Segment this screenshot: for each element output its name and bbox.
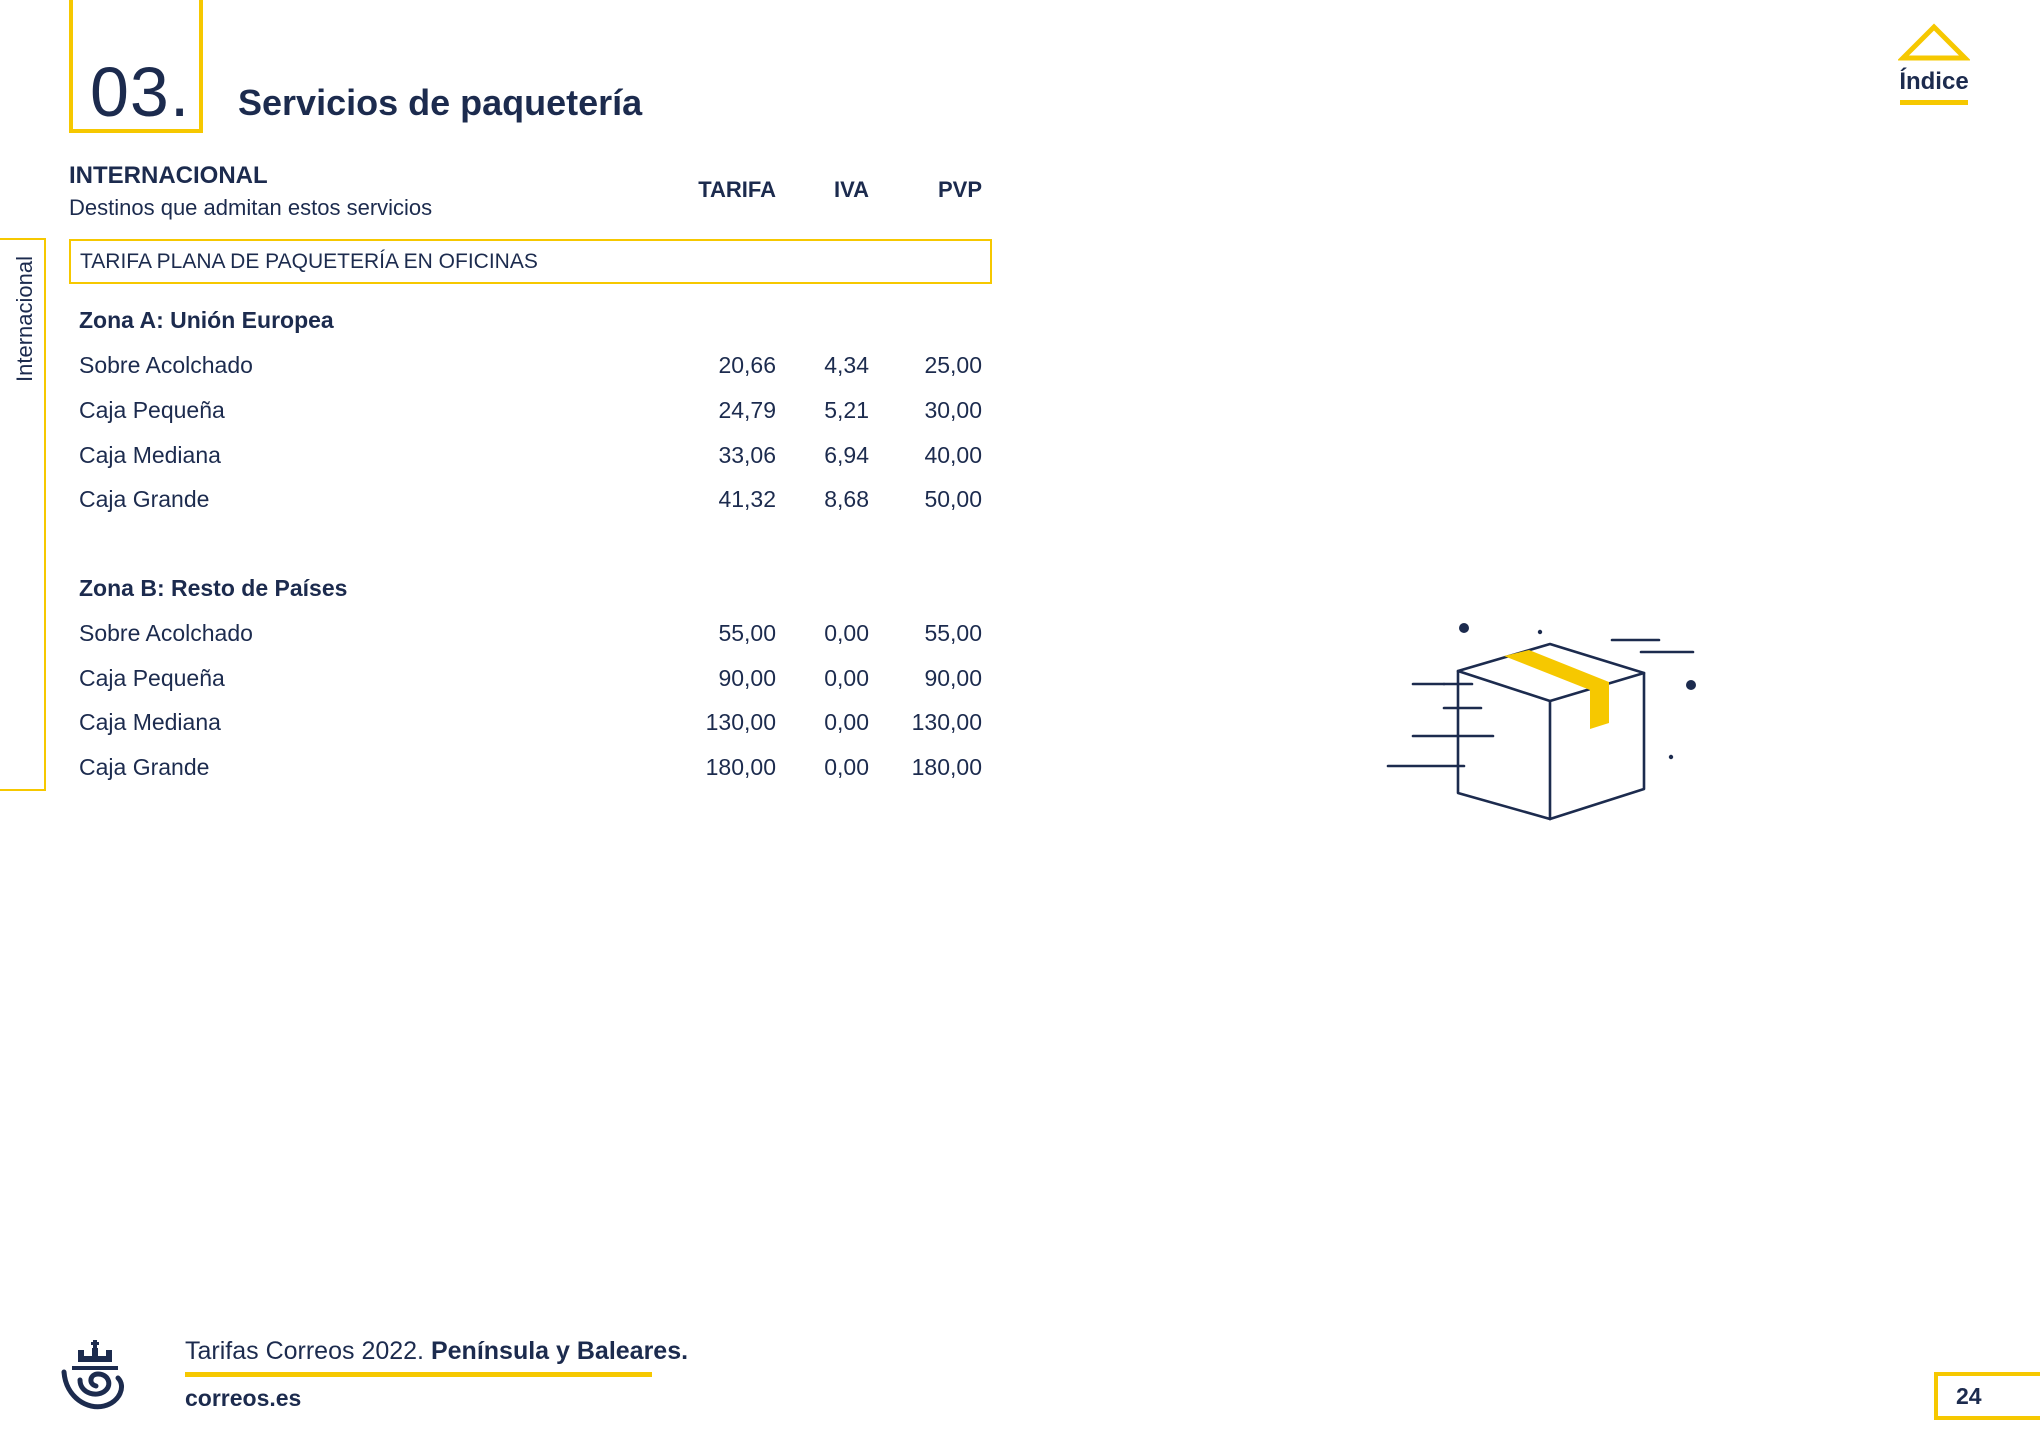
row-tarifa: 180,00 xyxy=(705,754,776,780)
row-name: Caja Pequeña xyxy=(79,397,225,423)
row-name: Caja Grande xyxy=(79,754,210,780)
row-name: Caja Pequeña xyxy=(79,665,225,691)
page-title: Servicios de paquetería xyxy=(238,82,643,123)
footer-caption-bold: Península y Baleares. xyxy=(430,1337,689,1365)
row-pvp: 90,00 xyxy=(924,665,982,691)
row-iva: 4,34 xyxy=(824,352,869,378)
table-row xyxy=(79,484,982,514)
row-iva: 0,00 xyxy=(824,709,869,735)
row-tarifa: 130,00 xyxy=(705,709,776,735)
row-iva: 0,00 xyxy=(824,754,869,780)
row-iva: 5,21 xyxy=(824,397,869,423)
column-header-tarifa: TARIFA xyxy=(698,177,776,202)
table-row xyxy=(79,752,982,782)
zone-b-title: Zona B: Resto de Países xyxy=(79,575,348,601)
row-tarifa: 90,00 xyxy=(718,665,776,691)
column-header-pvp: PVP xyxy=(937,177,982,202)
row-name: Sobre Acolchado xyxy=(79,620,253,646)
triangle-up-icon xyxy=(1898,22,1970,62)
section-number: 03. xyxy=(90,53,191,131)
correos-logo xyxy=(58,1340,132,1414)
table-row xyxy=(79,663,982,693)
table-title: INTERNACIONAL xyxy=(69,162,268,189)
row-iva: 0,00 xyxy=(824,665,869,691)
column-header-iva: IVA xyxy=(833,177,869,202)
row-pvp: 25,00 xyxy=(924,352,982,378)
row-pvp: 55,00 xyxy=(924,620,982,646)
row-iva: 6,94 xyxy=(824,442,869,468)
zone-a-title: Zona A: Unión Europea xyxy=(79,307,334,333)
table-row xyxy=(79,350,982,380)
row-pvp: 180,00 xyxy=(911,754,982,780)
row-pvp: 130,00 xyxy=(911,709,982,735)
plan-title-box: TARIFA PLANA DE PAQUETERÍA EN OFICINAS xyxy=(69,239,992,284)
table-row xyxy=(79,440,982,470)
indice-underline xyxy=(1900,100,1968,105)
indice-label[interactable]: Índice xyxy=(1899,68,1969,95)
table-subtitle: Destinos que admitan estos servicios xyxy=(69,195,433,220)
footer-caption-light: Tarifas Correos 2022. xyxy=(185,1337,425,1365)
row-name: Caja Mediana xyxy=(79,442,221,468)
row-name: Sobre Acolchado xyxy=(79,352,253,378)
row-tarifa: 55,00 xyxy=(718,620,776,646)
table-row xyxy=(79,618,982,648)
row-pvp: 50,00 xyxy=(924,486,982,512)
footer-underline xyxy=(185,1372,652,1377)
row-iva: 8,68 xyxy=(824,486,869,512)
row-pvp: 30,00 xyxy=(924,397,982,423)
table-row xyxy=(79,395,982,425)
footer-site-link[interactable]: correos.es xyxy=(185,1385,302,1411)
row-iva: 0,00 xyxy=(824,620,869,646)
row-tarifa: 24,79 xyxy=(718,397,776,423)
row-tarifa: 20,66 xyxy=(718,352,776,378)
moving-package-icon xyxy=(1380,610,1710,830)
row-name: Caja Mediana xyxy=(79,709,221,735)
row-tarifa: 41,32 xyxy=(718,486,776,512)
row-pvp: 40,00 xyxy=(924,442,982,468)
row-tarifa: 33,06 xyxy=(718,442,776,468)
footer-caption xyxy=(185,1335,688,1367)
table-row xyxy=(79,707,982,737)
page-number: 24 xyxy=(1934,1372,2040,1420)
side-tab-label: Internacional xyxy=(12,256,37,382)
row-name: Caja Grande xyxy=(79,486,210,512)
